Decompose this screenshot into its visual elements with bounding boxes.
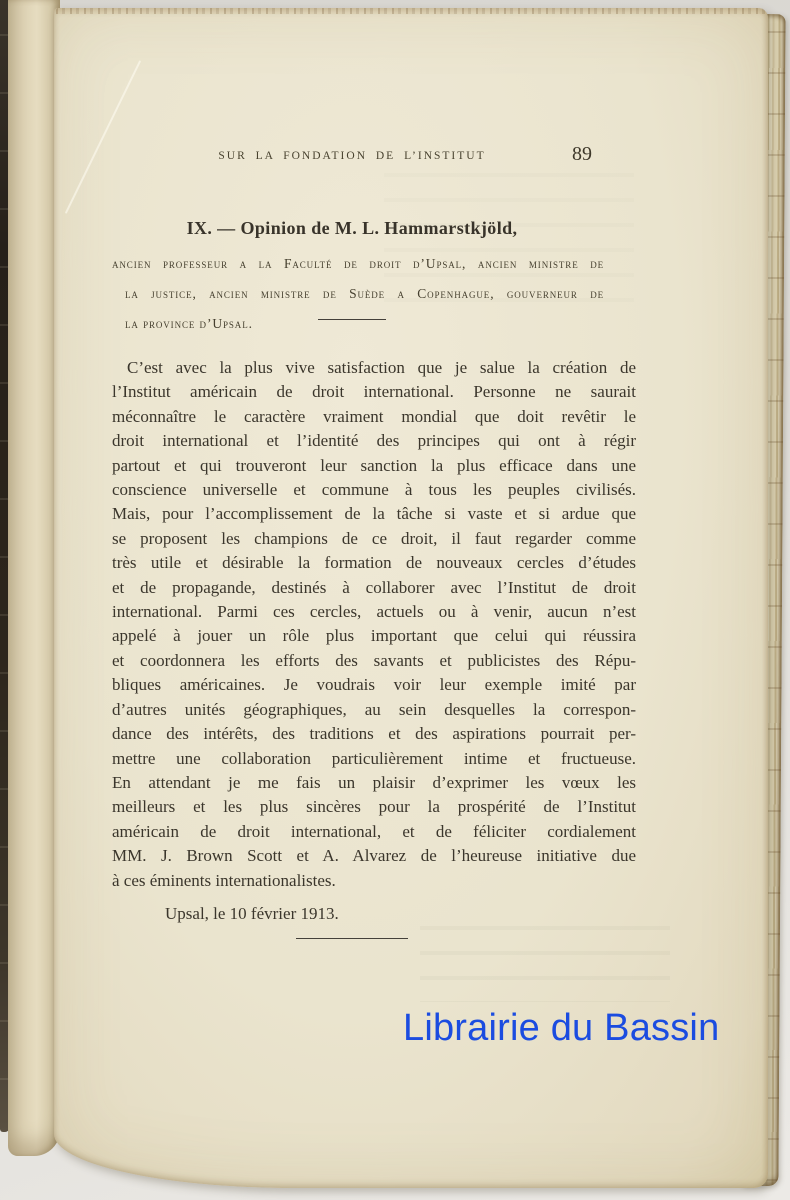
subtitle-line: la justice, ancien ministre de Suède a Copenhague, gouverneur de (125, 286, 604, 301)
body-line: mettre une collaboration particulièrement intime et fructueuse. (112, 748, 636, 768)
body-line: partout et qui trouveront leur sanction la plus efficace dans une (112, 455, 636, 475)
body-line: méconnaître le caractère vraiment mondial que doit revêtir le (112, 406, 636, 426)
body-line: C’est avec la plus vive satisfaction que je salue la création de (127, 358, 636, 377)
book-page (54, 8, 768, 1188)
running-header: SUR LA FONDATION DE L’INSTITUT (218, 150, 486, 162)
body-line: et coordonnera les efforts des savants et publicistes des Répu- (112, 650, 636, 670)
body-line: à ces éminents internationalistes. (112, 870, 336, 890)
body-line: américain de droit international, et de féliciter cordialement (112, 821, 636, 841)
body-line: droit international et l’identité des principes qui ont à régir (112, 431, 636, 451)
body-line: appelé à jouer un rôle plus important que celui qui réussira (112, 626, 636, 646)
body-line: En attendant je me fais un plaisir d’exprimer les vœux les (112, 772, 636, 792)
previous-page-edge (8, 0, 60, 1156)
body-line: dance des intérêts, des traditions et des aspirations pourrait per- (112, 724, 636, 744)
subtitle-line: ancien professeur a la Faculté de droit d’Upsal, ancien ministre de (112, 256, 604, 271)
subtitle-line: la province d’Upsal. (125, 316, 253, 331)
body-line: Mais, pour l’accomplissement de la tâche si vaste et si ardue que (112, 504, 636, 524)
body-line: très utile et désirable la formation de nouveaux cercles d’études (112, 553, 636, 573)
body-line: d’autres unités géographiques, au sein desquelles la correspon- (112, 699, 636, 719)
paper-crease (65, 60, 141, 214)
body-line: international. Parmi ces cercles, actuels ou à venir, aucun n’est (112, 602, 636, 622)
divider-rule-top (318, 319, 386, 320)
body-line: et de propagande, destinés à collaborer avec l’Institut de droit (112, 577, 636, 597)
body-line: l’Institut américain de droit international. Personne ne saurait (112, 382, 636, 402)
body-line: meilleurs et les plus sincères pour la prospérité de l’Institut (112, 797, 636, 817)
body-line: conscience universelle et commune à tous les peuples civilisés. (112, 480, 636, 500)
section-subtitle (112, 249, 604, 339)
body-paragraph (112, 356, 636, 893)
bookseller-watermark: Librairie du Bassin (403, 1007, 720, 1049)
body-line: bliques américaines. Je voudrais voir leur exemple imité par (112, 675, 636, 695)
dateline: Upsal, le 10 février 1913. (165, 904, 339, 923)
page-top-deckle-edge (56, 8, 766, 14)
ink-bleedthrough (420, 926, 670, 1002)
divider-rule-bottom (296, 938, 408, 939)
body-line: MM. J. Brown Scott et A. Alvarez de l’heureuse initiative due (112, 846, 636, 866)
section-title: IX. — Opinion de M. L. Hammarstkjöld, (186, 218, 518, 238)
body-line: se proposent les champions de ce droit, il faut regarder comme (112, 528, 636, 548)
page-number: 89 (572, 143, 592, 165)
